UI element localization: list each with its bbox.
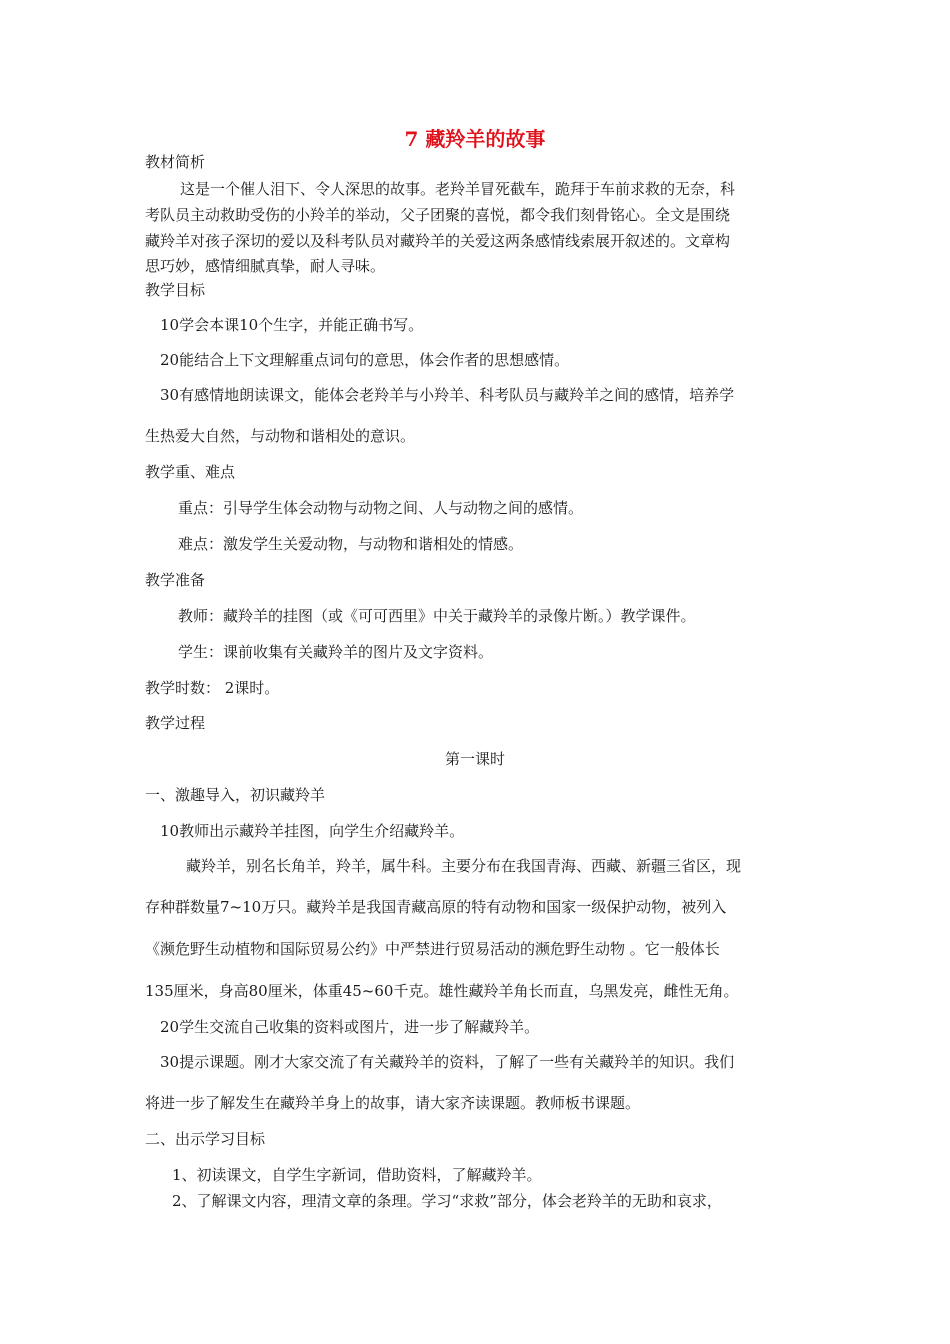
step-one-item-continued: 将进一步了解发生在藏羚羊身上的故事，请大家齐读课题。教师板书课题。 bbox=[145, 1094, 641, 1112]
analysis-paragraph-line: 考队员主动救助受伤的小羚羊的举动，父子团聚的喜悦，都令我们刻骨铭心。全文是围绕 bbox=[145, 206, 731, 224]
prep-student: 学生：课前收集有关藏羚羊的图片及文字资料。 bbox=[178, 643, 494, 661]
key-heading: 教学重、难点 bbox=[145, 463, 236, 481]
goal-item-continued: 生热爱大自然，与动物和谐相处的意识。 bbox=[145, 427, 416, 445]
step-two-heading: 二、出示学习目标 bbox=[145, 1130, 266, 1148]
step-one-item: 10教师出示藏羚羊挂图，向学生介绍藏羚羊。 bbox=[160, 822, 465, 840]
goals-heading: 教学目标 bbox=[145, 281, 206, 299]
step-two-item: 2、了解课文内容，理清文章的条理。学习“求救”部分，体会老羚羊的无助和哀求， bbox=[172, 1192, 722, 1210]
step-one-item: 30提示课题。刚才大家交流了有关藏羚羊的资料，了解了一些有关藏羚羊的知识。我们 bbox=[160, 1053, 735, 1071]
step-one-heading: 一、激趣导入，初识藏羚羊 bbox=[145, 786, 326, 804]
prep-teacher: 教师：藏羚羊的挂图（或《可可西里》中关于藏羚羊的录像片断。）教学课件。 bbox=[178, 607, 696, 625]
lesson-one-heading: 第一课时 bbox=[444, 750, 505, 768]
goal-item: 30有感情地朗读课文，能体会老羚羊与小羚羊、科考队员与藏羚羊之间的感情，培养学 bbox=[160, 386, 735, 404]
intro-paragraph-line: 藏羚羊，别名长角羊，羚羊，属牛科。主要分布在我国青海、西藏、新疆三省区，现 bbox=[186, 857, 742, 875]
prep-heading: 教学准备 bbox=[145, 571, 206, 589]
analysis-paragraph-line: 这是一个催人泪下、令人深思的故事。老羚羊冒死截车，跪拜于车前求救的无奈，科 bbox=[180, 180, 736, 198]
process-heading: 教学过程 bbox=[145, 714, 206, 732]
goal-item: 20能结合上下文理解重点词句的意思，体会作者的思想感情。 bbox=[160, 351, 570, 369]
step-two-item: 1、初读课文，自学生字新词，借助资料，了解藏羚羊。 bbox=[172, 1166, 542, 1184]
analysis-paragraph-line: 藏羚羊对孩子深切的爱以及科考队员对藏羚羊的关爱这两条感情线索展开叙述的。文章构 bbox=[145, 232, 731, 250]
goal-item: 10学会本课10个生字，并能正确书写。 bbox=[160, 316, 424, 334]
difficult-point: 难点：激发学生关爱动物，与动物和谐相处的情感。 bbox=[178, 535, 524, 553]
key-point: 重点：引导学生体会动物与动物之间、人与动物之间的感情。 bbox=[178, 499, 584, 517]
intro-paragraph-line: 存种群数量7~10万只。藏羚羊是我国青藏高原的特有动物和国家一级保护动物，被列入 bbox=[145, 898, 727, 916]
step-one-item: 20学生交流自己收集的资料或图片，进一步了解藏羚羊。 bbox=[160, 1018, 540, 1036]
intro-paragraph-line: 《濒危野生动植物和国际贸易公约》中严禁进行贸易活动的濒危野生动物 。它一般体长 bbox=[145, 940, 720, 958]
teaching-hours: 教学时数： 2课时。 bbox=[145, 679, 280, 697]
intro-paragraph-line: 135厘米，身高80厘米，体重45~60千克。雄性藏羚羊角长而直，乌黑发亮，雌性无角。 bbox=[145, 982, 739, 1000]
analysis-heading: 教材简析 bbox=[145, 153, 206, 171]
analysis-paragraph-line: 思巧妙，感情细腻真挚，耐人寻味。 bbox=[145, 257, 386, 275]
document-title: 7 藏羚羊的故事 bbox=[404, 127, 546, 151]
